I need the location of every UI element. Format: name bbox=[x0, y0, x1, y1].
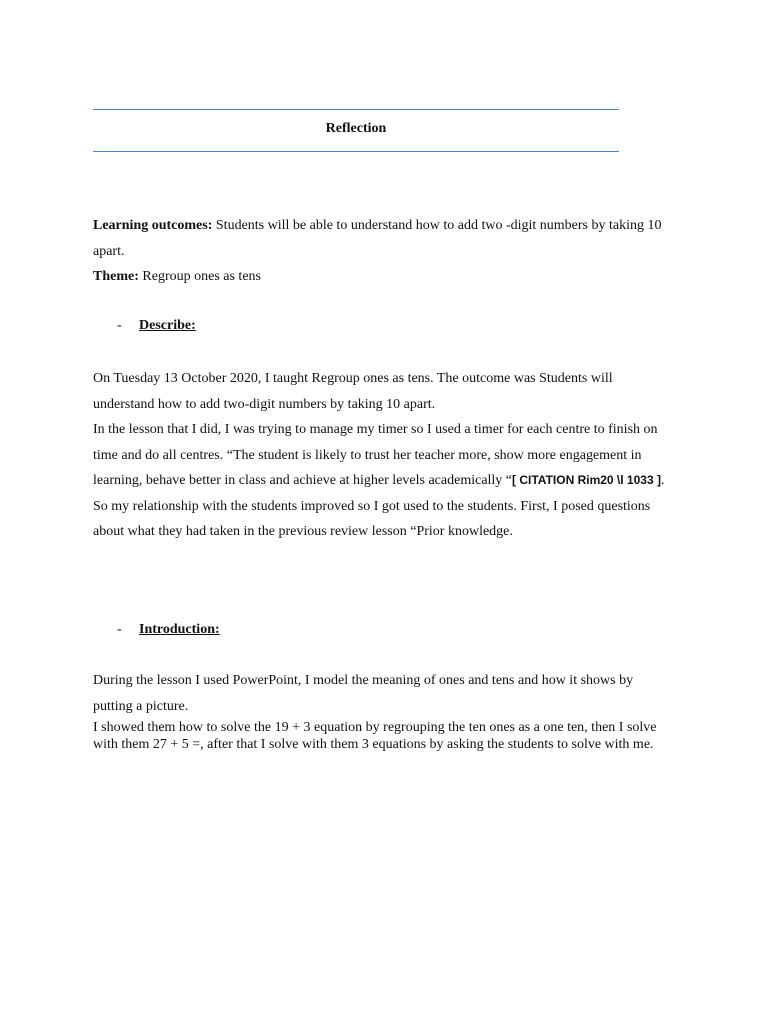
describe-paragraph-2-end: . So my relationship with the students improved so I got used to the students. First, I posed questions about what they had taken in the previous review lesson “Prior knowledge. bbox=[93, 473, 665, 539]
learning-outcomes-block bbox=[93, 213, 673, 290]
describe-paragraph-2-start: In the lesson that I did, I was trying to manage my timer so I used a timer for each centre to finish on time and do all centres. “The student is likely to trust her teacher more, show more engagement in learning, behave better in class and achieve at higher levels academically “ bbox=[93, 422, 658, 488]
learning-outcomes-label: Learning outcomes: bbox=[93, 218, 213, 233]
theme-paragraph bbox=[93, 264, 673, 290]
document-title: Reflection bbox=[325, 121, 387, 136]
introduction-heading bbox=[117, 622, 220, 638]
title-rule-bottom bbox=[93, 151, 619, 152]
introduction-dash: - bbox=[117, 622, 122, 637]
introduction-paragraph-2: I showed them how to solve the 19 + 3 equation by regrouping the ten ones as a one ten, then I solve with them 27 + 5 =, after that I solve with them 3 equations by asking the students to solve with me. bbox=[93, 720, 657, 752]
citation-field: [ CITATION Rim20 \l 1033 ] bbox=[512, 473, 661, 487]
describe-dash: - bbox=[117, 318, 122, 333]
learning-outcomes-paragraph bbox=[93, 213, 673, 264]
describe-paragraph-2 bbox=[93, 417, 673, 545]
theme-label: Theme: bbox=[93, 269, 139, 284]
describe-heading bbox=[117, 318, 196, 334]
learning-outcomes-text: Students will be able to understand how to add two -digit numbers by taking 10 apart. bbox=[93, 218, 662, 259]
describe-paragraph-1: On Tuesday 13 October 2020, I taught Regroup ones as tens. The outcome was Students will understand how to add two-digit numbers by taking 10 apart. bbox=[93, 371, 613, 412]
describe-block bbox=[93, 366, 673, 545]
describe-heading-label: Describe: bbox=[139, 318, 196, 333]
introduction-block bbox=[93, 668, 673, 753]
theme-text: Regroup ones as tens bbox=[142, 269, 261, 284]
introduction-paragraph-1: During the lesson I used PowerPoint, I model the meaning of ones and tens and how it shows by putting a picture. bbox=[93, 673, 634, 714]
title-rule-top bbox=[93, 109, 619, 110]
introduction-heading-label: Introduction: bbox=[139, 622, 220, 637]
